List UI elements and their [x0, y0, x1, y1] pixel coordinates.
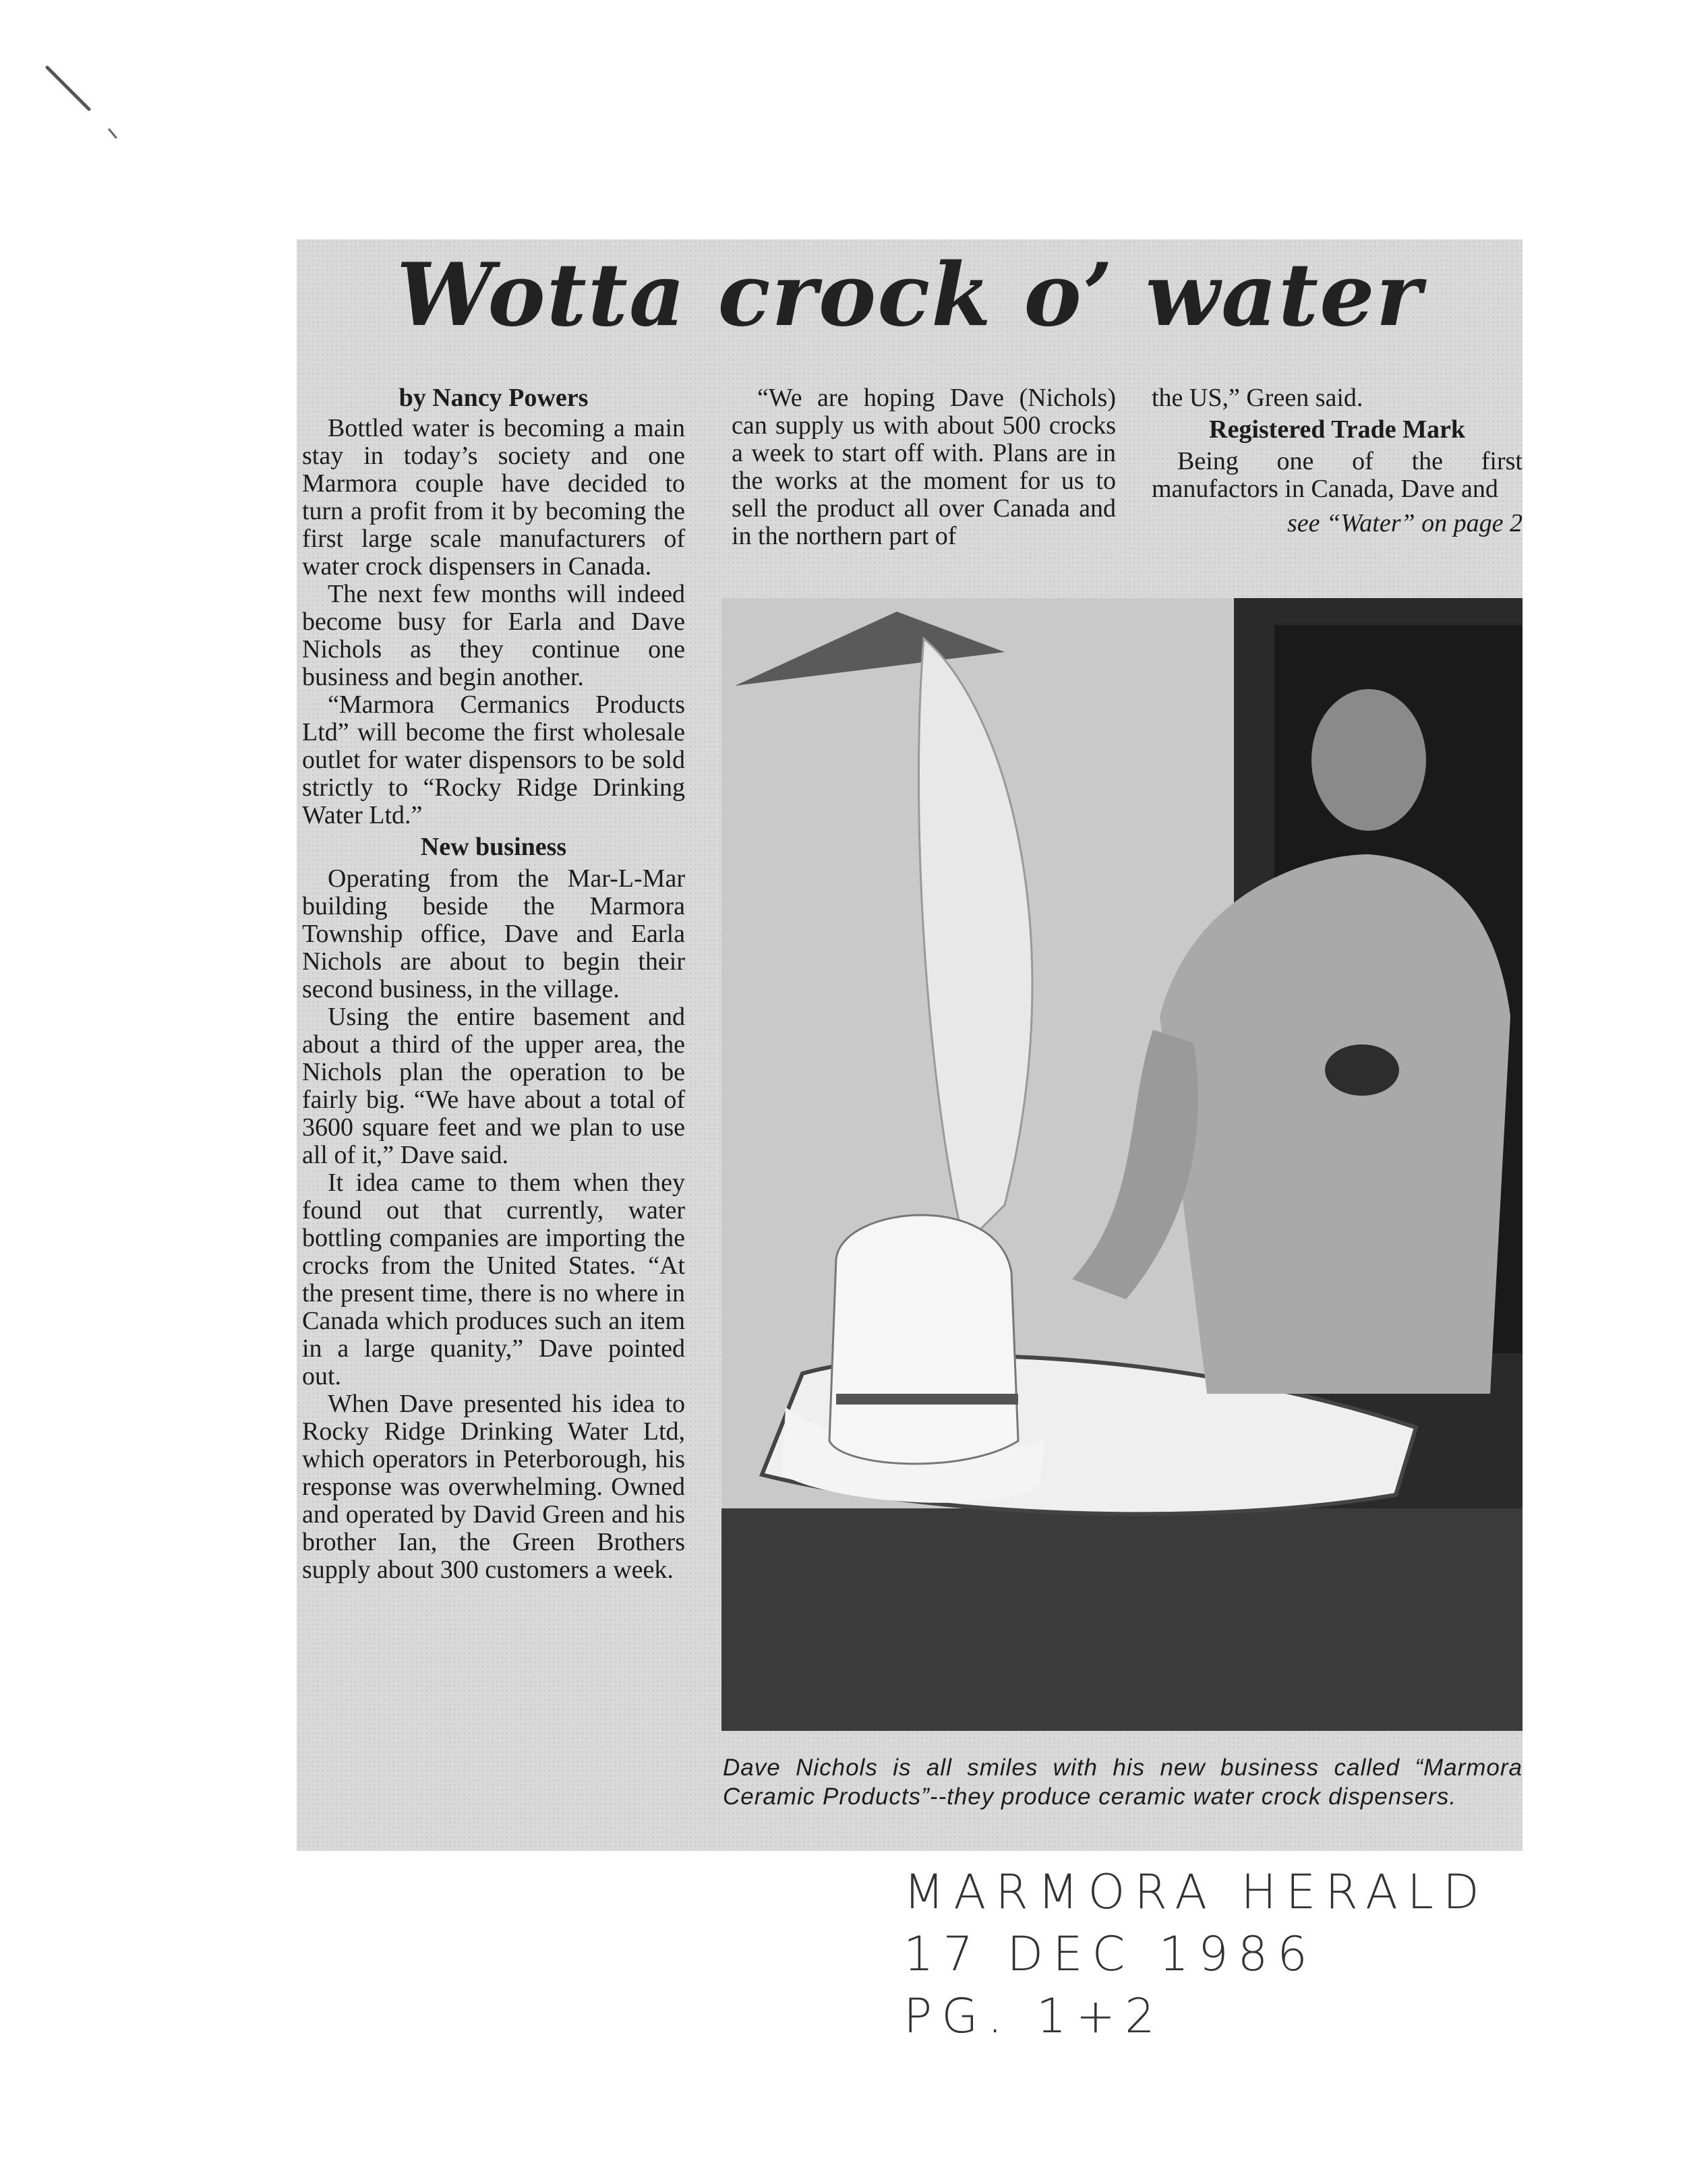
col1-paragraph: It idea came to them when they found out that currently, water bottling companies are importing the crocks from the United States. “At the present time, there is no where in Canada which produces such an item in a large quanity,” Dave pointed out.	[302, 1169, 685, 1390]
headline: Wotta crock o’ water	[396, 245, 1423, 346]
handwritten-publication: MARMORA HERALD	[904, 1864, 1489, 1920]
handwritten-pages: PG. 1+2	[904, 1988, 1164, 2044]
col2-paragraph: “We are hoping Dave (Nichols) can supply us with about 500 crocks a week to start off with. Plans are in the works at the moment for us to sell the product all over Canada and in the northern part of	[732, 384, 1116, 550]
col1-paragraph: Operating from the Mar-L-Mar building beside the Marmora Township office, Dave and Earla Nichols are about to begin their second business, in the village.	[302, 864, 685, 1003]
news-photo	[721, 598, 1523, 1731]
byline: by Nancy Powers	[398, 384, 589, 412]
column-1	[302, 384, 685, 1584]
continuation-note: see “Water” on page 2	[1287, 509, 1523, 537]
handwritten-note	[904, 1861, 1510, 2047]
col3-paragraph: Being one of the first manufactors in Canada, Dave and	[1152, 447, 1523, 503]
handwritten-date: 17 DEC 1986	[904, 1926, 1317, 1982]
col1-paragraph: Using the entire basement and about a third of the upper area, the Nichols plan the operation to be fairly big. “We have about a total of 3600 square feet and we plan to use all of it,” Dave said.	[302, 1003, 685, 1169]
col1-paragraph: “Marmora Cermanics Products Ltd” will become the first wholesale outlet for water dispensors to be sold strictly to “Rocky Ridge Drinking Water Ltd.”	[302, 690, 685, 829]
col3-paragraph: the US,” Green said.	[1152, 384, 1363, 412]
col1-paragraph: When Dave presented his idea to Rocky Ridge Drinking Water Ltd, which operators in Peterborough, his response was overwhelming. Owned and operated by David Green and his brother Ian, the Green Brothers supply about 300 customers a week.	[302, 1390, 685, 1584]
photo-caption: Dave Nichols is all smiles with his new business called “Marmora Ceramic Products”--they produce ceramic water crock dispensers.	[723, 1754, 1523, 1810]
column-3	[1152, 384, 1523, 537]
pencil-mark-icon	[42, 62, 129, 150]
subhead-registered-trade-mark: Registered Trade Mark	[1209, 415, 1465, 444]
column-2	[732, 384, 1116, 550]
headline-banner	[297, 239, 1523, 361]
subhead-new-business: New business	[420, 833, 567, 861]
col1-paragraph: Bottled water is becoming a main stay in today’s society and one Marmora couple have decided to turn a profit from it by becoming the first large scale manufacturers of water crock dispensers in Canada.	[302, 414, 685, 581]
newspaper-clipping	[297, 239, 1523, 1851]
col1-paragraph: The next few months will indeed become busy for Earla and Dave Nichols as they continue one business and begin another.	[302, 580, 685, 691]
